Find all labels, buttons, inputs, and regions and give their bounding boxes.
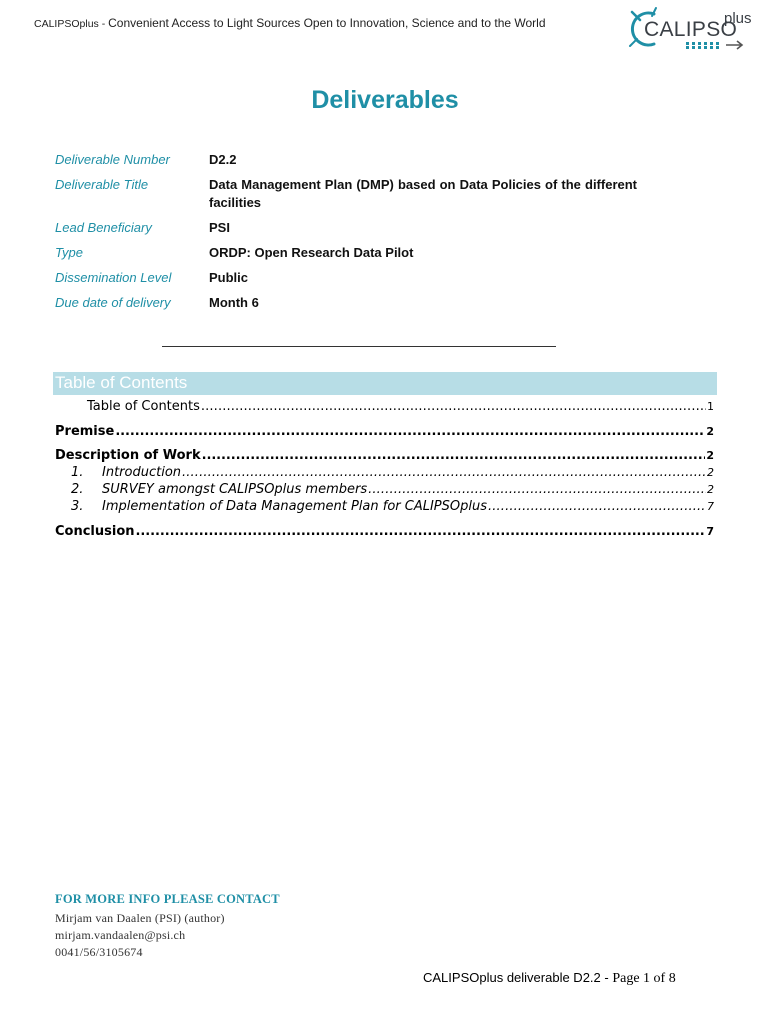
deliverable-title-label: Deliverable Title: [55, 177, 149, 192]
toc-entry-page: 2: [706, 425, 714, 438]
page-title: Deliverables: [311, 86, 459, 114]
header-separator: -: [98, 18, 109, 30]
due-date-value: Month 6: [209, 295, 259, 310]
toc-leader: [368, 482, 706, 497]
toc-heading-bar: [53, 372, 717, 395]
toc-entry-page: 2: [707, 483, 714, 496]
toc-leader: [488, 499, 706, 514]
deliverable-number-label: Deliverable Number: [55, 152, 170, 167]
deliverable-number-value: D2.2: [209, 152, 237, 167]
toc-entry-page: 2: [707, 466, 714, 479]
toc-entry-page: 2: [706, 449, 714, 462]
calipsoplus-logo: [626, 6, 756, 52]
lead-beneficiary-label: Lead Beneficiary: [55, 220, 152, 235]
toc-leader: [182, 465, 706, 480]
toc-entry[interactable]: [87, 399, 714, 414]
toc-entry[interactable]: [55, 448, 714, 463]
contact-phone: 0041/56/3105674: [55, 945, 143, 959]
type-label: Type: [55, 245, 83, 260]
logo-word: CALIPSO: [644, 18, 738, 41]
contact-heading: FOR MORE INFO PLEASE CONTACT: [55, 892, 280, 906]
toc-entry-number: 1.: [71, 465, 84, 480]
toc-entry-text: Conclusion: [55, 524, 135, 539]
footer-page-number: Page 1 of 8: [612, 971, 676, 986]
type-value: ORDP: Open Research Data Pilot: [209, 245, 414, 260]
toc-entry-text: Description of Work: [55, 448, 201, 463]
toc-entry-page: 7: [706, 525, 714, 538]
header-tagline: Convenient Access to Light Sources Open to Innovation, Science and to the World: [108, 16, 546, 30]
toc-leader: [115, 424, 705, 439]
toc-heading: Table of Contents: [55, 373, 188, 392]
toc-entry-page: 1: [707, 400, 714, 413]
toc-entry-text: SURVEY amongst CALIPSOplus members: [102, 482, 368, 497]
toc-entry-text: Premise: [55, 424, 115, 439]
toc-leader: [136, 524, 706, 539]
toc-entry[interactable]: [71, 482, 714, 497]
toc-entry-number: 3.: [71, 499, 84, 514]
contact-author: Mirjam van Daalen (PSI) (author): [55, 911, 225, 925]
toc-entry[interactable]: [55, 424, 714, 439]
toc-leader: [202, 448, 706, 463]
toc-entry[interactable]: [71, 465, 714, 480]
header-project: CALIPSOplus: [34, 18, 99, 30]
contact-email[interactable]: mirjam.vandaalen@psi.ch: [55, 928, 186, 942]
toc-entry-page: 7: [707, 500, 714, 513]
logo-suffix: plus: [724, 10, 752, 27]
footer-doc: CALIPSOplus deliverable D2.2 -: [423, 970, 613, 985]
toc-entry-text: Table of Contents: [87, 399, 200, 414]
toc-entry[interactable]: [71, 499, 714, 514]
dissemination-level-value: Public: [209, 270, 249, 285]
toc-entry-text: Introduction: [102, 465, 182, 480]
toc-entry-number: 2.: [71, 482, 84, 497]
due-date-label: Due date of delivery: [55, 295, 171, 310]
toc-leader: [201, 399, 706, 414]
lead-beneficiary-value: PSI: [209, 220, 230, 235]
running-header: [34, 16, 546, 30]
deliverable-title-value: Data Management Plan (DMP) based on Data Policies of the different facilities: [209, 177, 637, 210]
page-footer: [423, 970, 676, 987]
toc-entry[interactable]: [55, 524, 714, 539]
divider: [162, 346, 556, 347]
dissemination-level-label: Dissemination Level: [55, 270, 172, 285]
toc-entry-text: Implementation of Data Management Plan for CALIPSOplus: [102, 499, 488, 514]
